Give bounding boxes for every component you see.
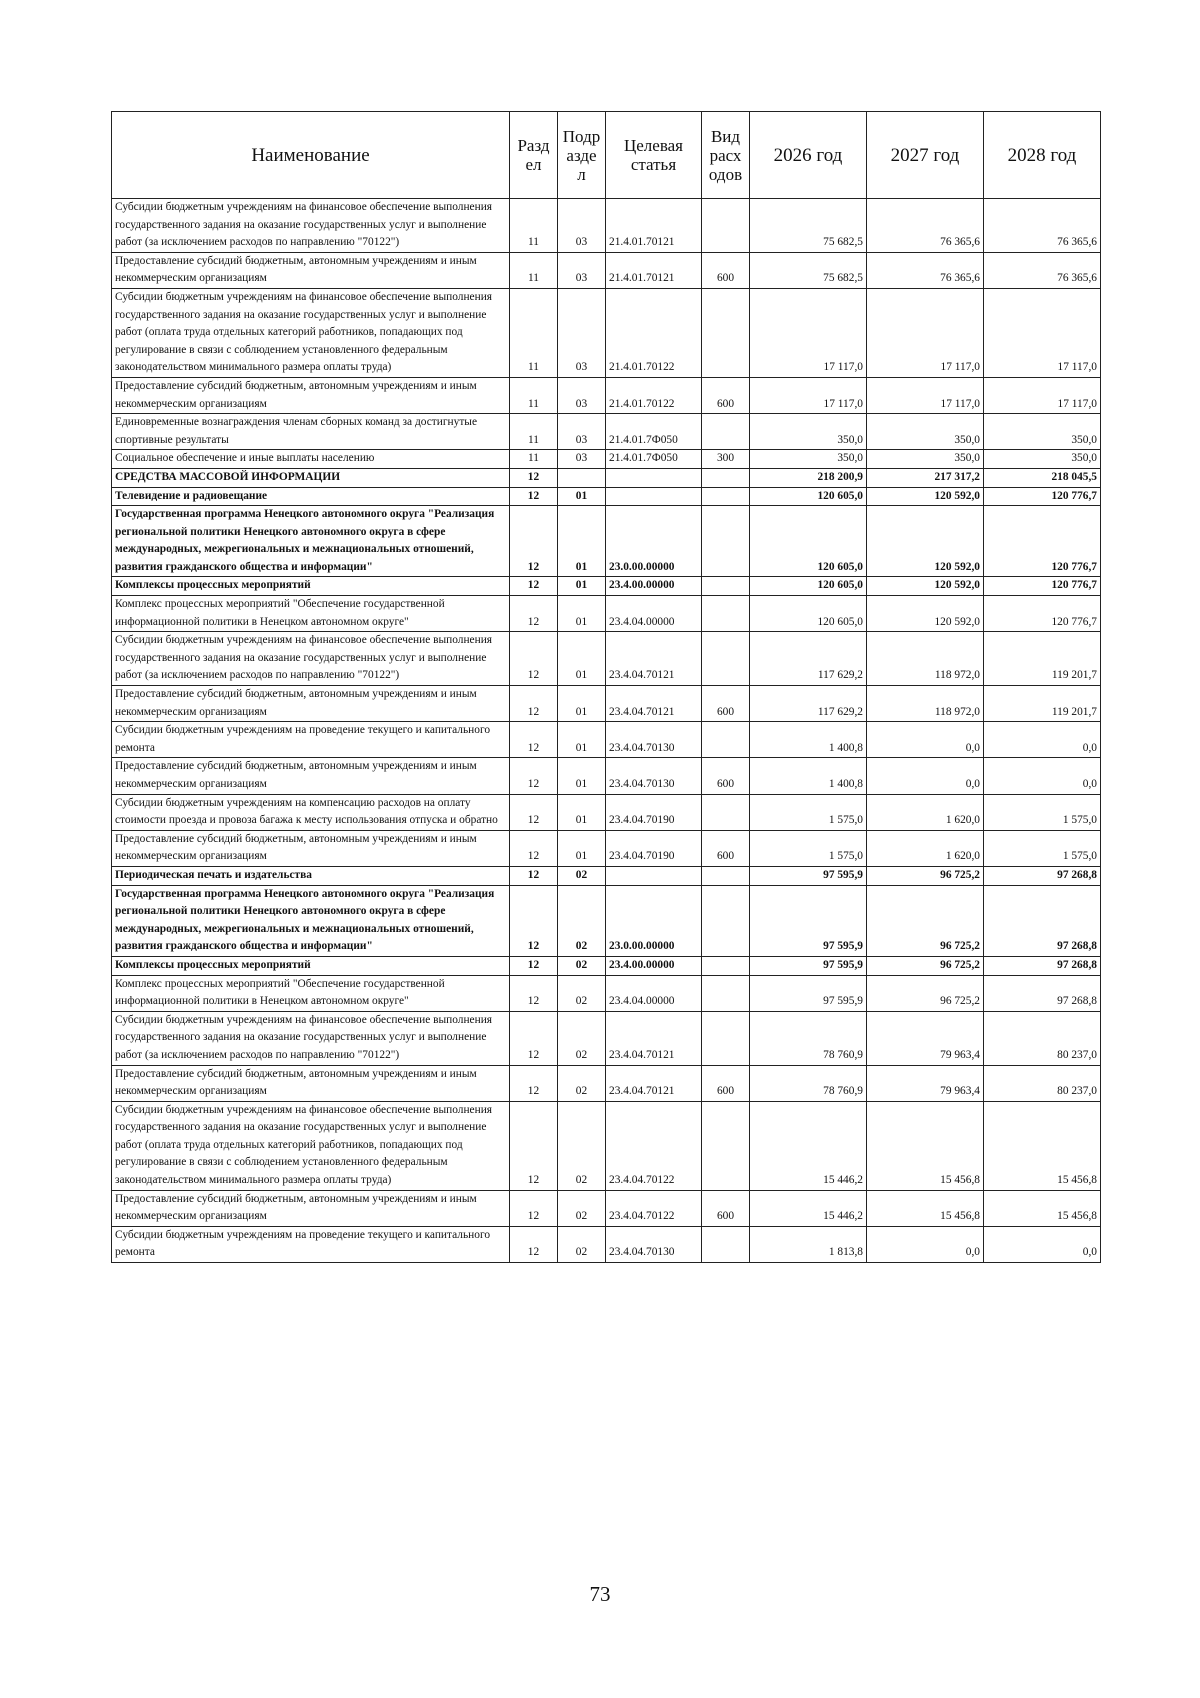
row-amount-2026-cell: 120 605,0 [750, 577, 867, 596]
row-section-cell: 12 [510, 1226, 558, 1262]
row-amount-2028-cell: 1 575,0 [984, 794, 1101, 830]
row-amount-2028-cell: 17 117,0 [984, 377, 1101, 413]
table-row [112, 288, 1101, 377]
row-subsection-cell: 01 [558, 794, 606, 830]
row-amount-2027-cell: 17 117,0 [867, 288, 984, 377]
row-name-cell: Предоставление субсидий бюджетным, автономным учреждениям и иным некоммерческим организациям [112, 758, 510, 794]
row-amount-2026-cell: 350,0 [750, 414, 867, 450]
row-amount-2028-cell: 120 776,7 [984, 506, 1101, 577]
table-row [112, 487, 1101, 506]
row-amount-2026-cell: 218 200,9 [750, 468, 867, 487]
row-target-article-cell: 23.4.04.70122 [606, 1190, 702, 1226]
row-section-cell: 11 [510, 288, 558, 377]
row-target-article-cell: 23.4.00.00000 [606, 577, 702, 596]
row-subsection-cell: 01 [558, 632, 606, 686]
row-subsection-cell: 01 [558, 577, 606, 596]
row-expense-kind-cell: 600 [702, 377, 750, 413]
row-subsection-cell: 01 [558, 686, 606, 722]
row-name-cell: Предоставление субсидий бюджетным, автономным учреждениям и иным некоммерческим организациям [112, 686, 510, 722]
row-target-article-cell: 23.4.04.70190 [606, 830, 702, 866]
row-section-cell: 12 [510, 596, 558, 632]
row-amount-2027-cell: 118 972,0 [867, 632, 984, 686]
row-subsection-cell: 02 [558, 975, 606, 1011]
row-name-cell: Предоставление субсидий бюджетным, автономным учреждениям и иным некоммерческим организациям [112, 1190, 510, 1226]
row-target-article-cell: 23.4.04.00000 [606, 596, 702, 632]
row-amount-2027-cell: 120 592,0 [867, 596, 984, 632]
header-expense-kind: Вид расх одов [702, 112, 750, 199]
row-expense-kind-cell [702, 414, 750, 450]
row-amount-2027-cell: 0,0 [867, 758, 984, 794]
header-subsection: Подр азде л [558, 112, 606, 199]
row-amount-2027-cell: 350,0 [867, 414, 984, 450]
table-row [112, 506, 1101, 577]
row-amount-2026-cell: 1 400,8 [750, 758, 867, 794]
row-amount-2027-cell: 1 620,0 [867, 794, 984, 830]
row-expense-kind-cell [702, 1101, 750, 1190]
row-amount-2026-cell: 117 629,2 [750, 686, 867, 722]
row-amount-2027-cell: 79 963,4 [867, 1065, 984, 1101]
row-target-article-cell: 23.4.04.70190 [606, 794, 702, 830]
row-name-cell: СРЕДСТВА МАССОВОЙ ИНФОРМАЦИИ [112, 468, 510, 487]
row-name-cell: Комплекс процессных мероприятий "Обеспечение государственной информационной политики в Ненецком автономном округе" [112, 596, 510, 632]
table-row [112, 885, 1101, 956]
row-amount-2028-cell: 15 456,8 [984, 1190, 1101, 1226]
row-amount-2028-cell: 120 776,7 [984, 596, 1101, 632]
row-amount-2026-cell: 97 595,9 [750, 975, 867, 1011]
row-amount-2028-cell: 80 237,0 [984, 1011, 1101, 1065]
row-amount-2026-cell: 97 595,9 [750, 866, 867, 885]
row-amount-2027-cell: 120 592,0 [867, 506, 984, 577]
row-name-cell: Комплекс процессных мероприятий "Обеспечение государственной информационной политики в Ненецком автономном округе" [112, 975, 510, 1011]
row-amount-2028-cell: 80 237,0 [984, 1065, 1101, 1101]
row-amount-2028-cell: 350,0 [984, 414, 1101, 450]
row-expense-kind-cell [702, 577, 750, 596]
row-name-cell: Субсидии бюджетным учреждениям на финансовое обеспечение выполнения государственного задания на оказание государственных услуг и выполнение работ (оплата труда отдельных категорий работников, попадающих под регулирование в связи с соблюдением установленного федеральным законодательством минимального размера оплаты труда) [112, 288, 510, 377]
row-target-article-cell: 23.0.00.00000 [606, 506, 702, 577]
table-row [112, 414, 1101, 450]
table-header-row [112, 112, 1101, 199]
row-section-cell: 12 [510, 956, 558, 975]
row-expense-kind-cell [702, 722, 750, 758]
row-amount-2026-cell: 17 117,0 [750, 288, 867, 377]
row-target-article-cell: 21.4.01.70122 [606, 288, 702, 377]
budget-page [111, 111, 1100, 1263]
row-amount-2028-cell: 1 575,0 [984, 830, 1101, 866]
row-subsection-cell: 01 [558, 758, 606, 794]
row-amount-2028-cell: 76 365,6 [984, 252, 1101, 288]
row-subsection-cell [558, 468, 606, 487]
row-subsection-cell: 03 [558, 288, 606, 377]
table-row [112, 1190, 1101, 1226]
table-row [112, 632, 1101, 686]
row-target-article-cell [606, 468, 702, 487]
row-expense-kind-cell: 600 [702, 686, 750, 722]
row-amount-2026-cell: 120 605,0 [750, 487, 867, 506]
row-amount-2027-cell: 17 117,0 [867, 377, 984, 413]
table-row [112, 758, 1101, 794]
row-amount-2026-cell: 97 595,9 [750, 885, 867, 956]
row-subsection-cell: 03 [558, 199, 606, 253]
row-amount-2026-cell: 1 575,0 [750, 830, 867, 866]
row-amount-2026-cell: 15 446,2 [750, 1101, 867, 1190]
row-target-article-cell: 23.4.04.70130 [606, 722, 702, 758]
header-section: Разд ел [510, 112, 558, 199]
row-section-cell: 12 [510, 487, 558, 506]
row-target-article-cell: 21.4.01.7Ф050 [606, 450, 702, 469]
row-section-cell: 12 [510, 722, 558, 758]
row-amount-2026-cell: 78 760,9 [750, 1065, 867, 1101]
row-target-article-cell [606, 487, 702, 506]
row-amount-2026-cell: 1 813,8 [750, 1226, 867, 1262]
row-section-cell: 12 [510, 577, 558, 596]
row-section-cell: 12 [510, 1101, 558, 1190]
row-expense-kind-cell: 600 [702, 1190, 750, 1226]
row-name-cell: Субсидии бюджетным учреждениям на компенсацию расходов на оплату стоимости проезда и провоза багажа к месту использования отпуска и обратно [112, 794, 510, 830]
row-target-article-cell: 23.4.04.70121 [606, 686, 702, 722]
row-amount-2026-cell: 120 605,0 [750, 506, 867, 577]
row-expense-kind-cell [702, 794, 750, 830]
table-row [112, 450, 1101, 469]
row-amount-2028-cell: 120 776,7 [984, 577, 1101, 596]
row-amount-2028-cell: 119 201,7 [984, 686, 1101, 722]
table-row [112, 686, 1101, 722]
row-amount-2026-cell: 117 629,2 [750, 632, 867, 686]
row-amount-2027-cell: 118 972,0 [867, 686, 984, 722]
row-name-cell: Государственная программа Ненецкого автономного округа "Реализация региональной политики Ненецкого автономного округа в сфере международных, межрегиональных и межнациональных отношений, развития гражданского общества и информации" [112, 506, 510, 577]
row-amount-2026-cell: 120 605,0 [750, 596, 867, 632]
row-target-article-cell [606, 866, 702, 885]
row-section-cell: 12 [510, 1190, 558, 1226]
row-name-cell: Субсидии бюджетным учреждениям на проведение текущего и капитального ремонта [112, 1226, 510, 1262]
row-amount-2027-cell: 120 592,0 [867, 577, 984, 596]
row-name-cell: Периодическая печать и издательства [112, 866, 510, 885]
row-section-cell: 12 [510, 506, 558, 577]
row-section-cell: 12 [510, 686, 558, 722]
row-amount-2027-cell: 15 456,8 [867, 1101, 984, 1190]
row-expense-kind-cell [702, 632, 750, 686]
row-amount-2027-cell: 350,0 [867, 450, 984, 469]
row-section-cell: 12 [510, 975, 558, 1011]
row-name-cell: Комплексы процессных мероприятий [112, 577, 510, 596]
row-name-cell: Государственная программа Ненецкого автономного округа "Реализация региональной политики Ненецкого автономного округа в сфере международных, межрегиональных и межнациональных отношений, развития гражданского общества и информации" [112, 885, 510, 956]
row-section-cell: 12 [510, 794, 558, 830]
row-subsection-cell: 01 [558, 830, 606, 866]
row-amount-2028-cell: 76 365,6 [984, 199, 1101, 253]
row-section-cell: 12 [510, 885, 558, 956]
row-expense-kind-cell: 600 [702, 1065, 750, 1101]
row-amount-2027-cell: 76 365,6 [867, 252, 984, 288]
row-amount-2028-cell: 15 456,8 [984, 1101, 1101, 1190]
row-expense-kind-cell [702, 1011, 750, 1065]
row-amount-2027-cell: 15 456,8 [867, 1190, 984, 1226]
row-subsection-cell: 02 [558, 956, 606, 975]
row-amount-2027-cell: 96 725,2 [867, 956, 984, 975]
row-subsection-cell: 02 [558, 1226, 606, 1262]
row-amount-2028-cell: 350,0 [984, 450, 1101, 469]
row-section-cell: 12 [510, 632, 558, 686]
row-amount-2026-cell: 17 117,0 [750, 377, 867, 413]
row-name-cell: Социальное обеспечение и иные выплаты населению [112, 450, 510, 469]
row-target-article-cell: 23.0.00.00000 [606, 885, 702, 956]
row-section-cell: 11 [510, 414, 558, 450]
row-subsection-cell: 03 [558, 450, 606, 469]
row-expense-kind-cell: 300 [702, 450, 750, 469]
row-name-cell: Единовременные вознаграждения членам сборных команд за достигнутые спортивные результаты [112, 414, 510, 450]
row-subsection-cell: 03 [558, 377, 606, 413]
row-amount-2026-cell: 75 682,5 [750, 199, 867, 253]
table-row [112, 830, 1101, 866]
row-name-cell: Телевидение и радиовещание [112, 487, 510, 506]
row-name-cell: Субсидии бюджетным учреждениям на финансовое обеспечение выполнения государственного задания на оказание государственных услуг и выполнение работ (за исключением расходов по направлению "70122") [112, 199, 510, 253]
row-expense-kind-cell [702, 866, 750, 885]
table-row [112, 199, 1101, 253]
row-amount-2027-cell: 217 317,2 [867, 468, 984, 487]
table-body [112, 199, 1101, 1263]
row-amount-2027-cell: 96 725,2 [867, 866, 984, 885]
row-amount-2028-cell: 17 117,0 [984, 288, 1101, 377]
row-expense-kind-cell [702, 956, 750, 975]
row-subsection-cell: 02 [558, 1065, 606, 1101]
table-row [112, 377, 1101, 413]
page-number: 73 [589, 1582, 611, 1606]
row-subsection-cell: 02 [558, 866, 606, 885]
row-section-cell: 11 [510, 252, 558, 288]
row-amount-2027-cell: 0,0 [867, 1226, 984, 1262]
row-amount-2027-cell: 96 725,2 [867, 975, 984, 1011]
row-name-cell: Субсидии бюджетным учреждениям на финансовое обеспечение выполнения государственного задания на оказание государственных услуг и выполнение работ (за исключением расходов по направлению "70122") [112, 1011, 510, 1065]
table-row [112, 468, 1101, 487]
table-row [112, 577, 1101, 596]
row-amount-2028-cell: 0,0 [984, 1226, 1101, 1262]
header-year-2028: 2028 год [984, 112, 1101, 199]
row-subsection-cell: 02 [558, 1190, 606, 1226]
table-row [112, 1065, 1101, 1101]
row-name-cell: Субсидии бюджетным учреждениям на финансовое обеспечение выполнения государственного задания на оказание государственных услуг и выполнение работ (оплата труда отдельных категорий работников, попадающих под регулирование в связи с соблюдением установленного федеральным законодательством минимального размера оплаты труда) [112, 1101, 510, 1190]
row-amount-2028-cell: 97 268,8 [984, 885, 1101, 956]
row-name-cell: Предоставление субсидий бюджетным, автономным учреждениям и иным некоммерческим организациям [112, 1065, 510, 1101]
row-amount-2027-cell: 96 725,2 [867, 885, 984, 956]
row-section-cell: 11 [510, 450, 558, 469]
row-section-cell: 12 [510, 830, 558, 866]
header-name: Наименование [112, 112, 510, 199]
row-target-article-cell: 23.4.04.70121 [606, 1011, 702, 1065]
row-amount-2028-cell: 120 776,7 [984, 487, 1101, 506]
row-subsection-cell: 03 [558, 414, 606, 450]
table-row [112, 1226, 1101, 1262]
row-target-article-cell: 23.4.04.70130 [606, 758, 702, 794]
row-target-article-cell: 21.4.01.70121 [606, 199, 702, 253]
row-section-cell: 12 [510, 468, 558, 487]
row-amount-2027-cell: 0,0 [867, 722, 984, 758]
row-section-cell: 11 [510, 377, 558, 413]
row-subsection-cell: 02 [558, 885, 606, 956]
row-expense-kind-cell [702, 468, 750, 487]
row-subsection-cell: 01 [558, 722, 606, 758]
table-row [112, 975, 1101, 1011]
row-target-article-cell: 23.4.04.70121 [606, 1065, 702, 1101]
row-expense-kind-cell [702, 506, 750, 577]
row-amount-2026-cell: 78 760,9 [750, 1011, 867, 1065]
row-name-cell: Предоставление субсидий бюджетным, автономным учреждениям и иным некоммерческим организациям [112, 252, 510, 288]
row-expense-kind-cell: 600 [702, 758, 750, 794]
row-target-article-cell: 21.4.01.70121 [606, 252, 702, 288]
row-amount-2026-cell: 97 595,9 [750, 956, 867, 975]
row-amount-2028-cell: 97 268,8 [984, 866, 1101, 885]
row-target-article-cell: 21.4.01.7Ф050 [606, 414, 702, 450]
row-section-cell: 12 [510, 758, 558, 794]
table-row [112, 1011, 1101, 1065]
row-amount-2026-cell: 15 446,2 [750, 1190, 867, 1226]
row-expense-kind-cell: 600 [702, 252, 750, 288]
row-subsection-cell: 01 [558, 506, 606, 577]
row-amount-2028-cell: 97 268,8 [984, 975, 1101, 1011]
row-amount-2028-cell: 97 268,8 [984, 956, 1101, 975]
row-target-article-cell: 23.4.04.00000 [606, 975, 702, 1011]
row-subsection-cell: 02 [558, 1011, 606, 1065]
row-name-cell: Предоставление субсидий бюджетным, автономным учреждениям и иным некоммерческим организациям [112, 830, 510, 866]
table-row [112, 956, 1101, 975]
row-subsection-cell: 03 [558, 252, 606, 288]
row-expense-kind-cell [702, 1226, 750, 1262]
row-expense-kind-cell: 600 [702, 830, 750, 866]
row-section-cell: 11 [510, 199, 558, 253]
table-row [112, 1101, 1101, 1190]
row-amount-2026-cell: 1 400,8 [750, 722, 867, 758]
row-amount-2026-cell: 75 682,5 [750, 252, 867, 288]
header-year-2027: 2027 год [867, 112, 984, 199]
row-subsection-cell: 02 [558, 1101, 606, 1190]
row-amount-2027-cell: 1 620,0 [867, 830, 984, 866]
row-section-cell: 12 [510, 1011, 558, 1065]
row-target-article-cell: 23.4.04.70130 [606, 1226, 702, 1262]
table-row [112, 866, 1101, 885]
budget-table [111, 111, 1101, 1263]
row-amount-2028-cell: 119 201,7 [984, 632, 1101, 686]
row-subsection-cell: 01 [558, 487, 606, 506]
row-amount-2026-cell: 1 575,0 [750, 794, 867, 830]
row-expense-kind-cell [702, 885, 750, 956]
row-name-cell: Субсидии бюджетным учреждениям на проведение текущего и капитального ремонта [112, 722, 510, 758]
header-target-article: Целевая статья [606, 112, 702, 199]
row-name-cell: Комплексы процессных мероприятий [112, 956, 510, 975]
table-row [112, 794, 1101, 830]
row-target-article-cell: 21.4.01.70122 [606, 377, 702, 413]
row-expense-kind-cell [702, 975, 750, 1011]
row-amount-2027-cell: 76 365,6 [867, 199, 984, 253]
row-target-article-cell: 23.4.00.00000 [606, 956, 702, 975]
row-amount-2026-cell: 350,0 [750, 450, 867, 469]
row-name-cell: Предоставление субсидий бюджетным, автономным учреждениям и иным некоммерческим организациям [112, 377, 510, 413]
row-amount-2028-cell: 218 045,5 [984, 468, 1101, 487]
row-expense-kind-cell [702, 288, 750, 377]
header-year-2026: 2026 год [750, 112, 867, 199]
row-amount-2027-cell: 79 963,4 [867, 1011, 984, 1065]
row-amount-2028-cell: 0,0 [984, 758, 1101, 794]
row-name-cell: Субсидии бюджетным учреждениям на финансовое обеспечение выполнения государственного задания на оказание государственных услуг и выполнение работ (за исключением расходов по направлению "70122") [112, 632, 510, 686]
table-row [112, 596, 1101, 632]
row-target-article-cell: 23.4.04.70121 [606, 632, 702, 686]
row-section-cell: 12 [510, 866, 558, 885]
row-amount-2028-cell: 0,0 [984, 722, 1101, 758]
row-expense-kind-cell [702, 199, 750, 253]
row-subsection-cell: 01 [558, 596, 606, 632]
row-target-article-cell: 23.4.04.70122 [606, 1101, 702, 1190]
row-expense-kind-cell [702, 596, 750, 632]
row-expense-kind-cell [702, 487, 750, 506]
row-amount-2027-cell: 120 592,0 [867, 487, 984, 506]
table-row [112, 722, 1101, 758]
table-row [112, 252, 1101, 288]
row-section-cell: 12 [510, 1065, 558, 1101]
